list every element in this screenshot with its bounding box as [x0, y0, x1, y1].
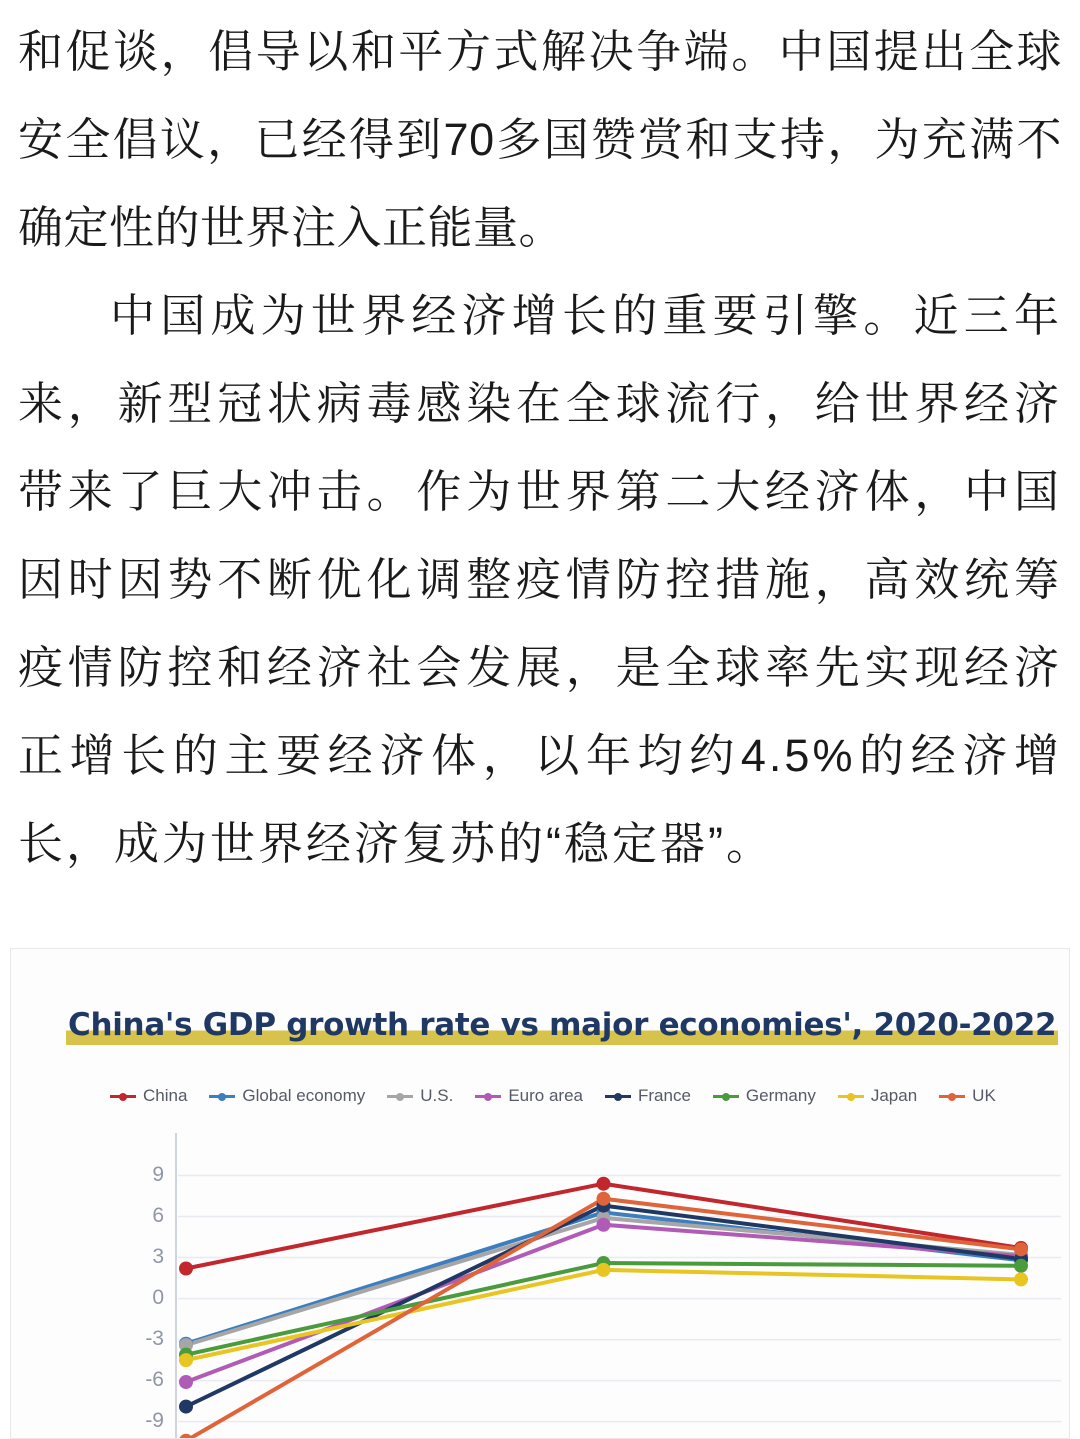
- chart-data-point: [597, 1192, 611, 1206]
- legend-marker-icon: [110, 1091, 136, 1101]
- legend-item-label: Euro area: [508, 1086, 583, 1105]
- legend-item[interactable]: [838, 1086, 917, 1106]
- legend-item[interactable]: [475, 1086, 583, 1106]
- chart-card: [10, 948, 1070, 1439]
- legend-item-label: UK: [972, 1086, 996, 1105]
- legend-marker-icon: [713, 1091, 739, 1101]
- legend-item[interactable]: [209, 1086, 365, 1106]
- chart-data-point: [1014, 1259, 1028, 1273]
- article-paragraph-1: 和促谈，倡导以和平方式解决争端。中国提出全球安全倡议，已经得到70多国赞赏和支持，为充满不确定性的世界注入正能量。: [18, 26, 1062, 253]
- legend-item-label: Germany: [745, 1086, 816, 1105]
- legend-item-label: France: [638, 1086, 691, 1105]
- chart-y-tick-label: 6: [152, 1203, 164, 1227]
- legend-item-label: China: [143, 1086, 188, 1105]
- chart-title: China's GDP growth rate vs major economies', 2020-2022: [68, 1007, 1057, 1043]
- legend-item[interactable]: [387, 1086, 453, 1106]
- chart-plot-area: [11, 949, 1070, 1439]
- legend-item-label: Global economy: [242, 1086, 366, 1105]
- chart-data-point: [179, 1375, 193, 1389]
- legend-marker-icon: [387, 1091, 413, 1101]
- chart-y-tick-label: 0: [152, 1285, 164, 1309]
- chart-data-point: [1014, 1242, 1028, 1256]
- legend-item-label: Japan: [870, 1086, 918, 1105]
- legend-marker-icon: [209, 1091, 235, 1101]
- legend-item[interactable]: [713, 1086, 816, 1106]
- legend-item[interactable]: [605, 1086, 691, 1106]
- chart-data-point: [597, 1263, 611, 1277]
- chart-y-tick-label: 9: [152, 1162, 164, 1186]
- legend-marker-icon: [939, 1091, 965, 1101]
- chart-y-tick-label: 3: [152, 1244, 164, 1268]
- chart-data-point: [179, 1434, 193, 1439]
- legend-marker-icon: [605, 1091, 631, 1101]
- chart-data-point: [179, 1353, 193, 1367]
- chart-data-point: [179, 1400, 193, 1414]
- chart-y-tick-label: -9: [145, 1408, 164, 1432]
- chart-series-line: [186, 1199, 1021, 1439]
- legend-item[interactable]: [939, 1086, 996, 1106]
- chart-y-tick-label: -3: [145, 1326, 164, 1350]
- article-paragraph-2: 中国成为世界经济增长的重要引擎。近三年来，新型冠状病毒感染在全球流行，给世界经济带来了巨大冲击。作为世界第二大经济体，中国因时因势不断优化调整疫情防控措施，高效统筹疫情防控和经济社会发展，是全球率先实现经济正增长的主要经济体，以年均约4.5%的经济增长，成为世界经济复苏的“稳定器”。: [18, 290, 1062, 869]
- chart-data-point: [597, 1218, 611, 1232]
- legend-marker-icon: [475, 1091, 501, 1101]
- legend-item[interactable]: [110, 1086, 187, 1106]
- chart-legend: [110, 1086, 1000, 1106]
- chart-y-tick-label: -6: [145, 1367, 164, 1391]
- chart-data-point: [1014, 1272, 1028, 1286]
- chart-data-point: [179, 1261, 193, 1275]
- chart-data-point: [597, 1177, 611, 1191]
- legend-item-label: U.S.: [420, 1086, 454, 1105]
- legend-marker-icon: [838, 1091, 864, 1101]
